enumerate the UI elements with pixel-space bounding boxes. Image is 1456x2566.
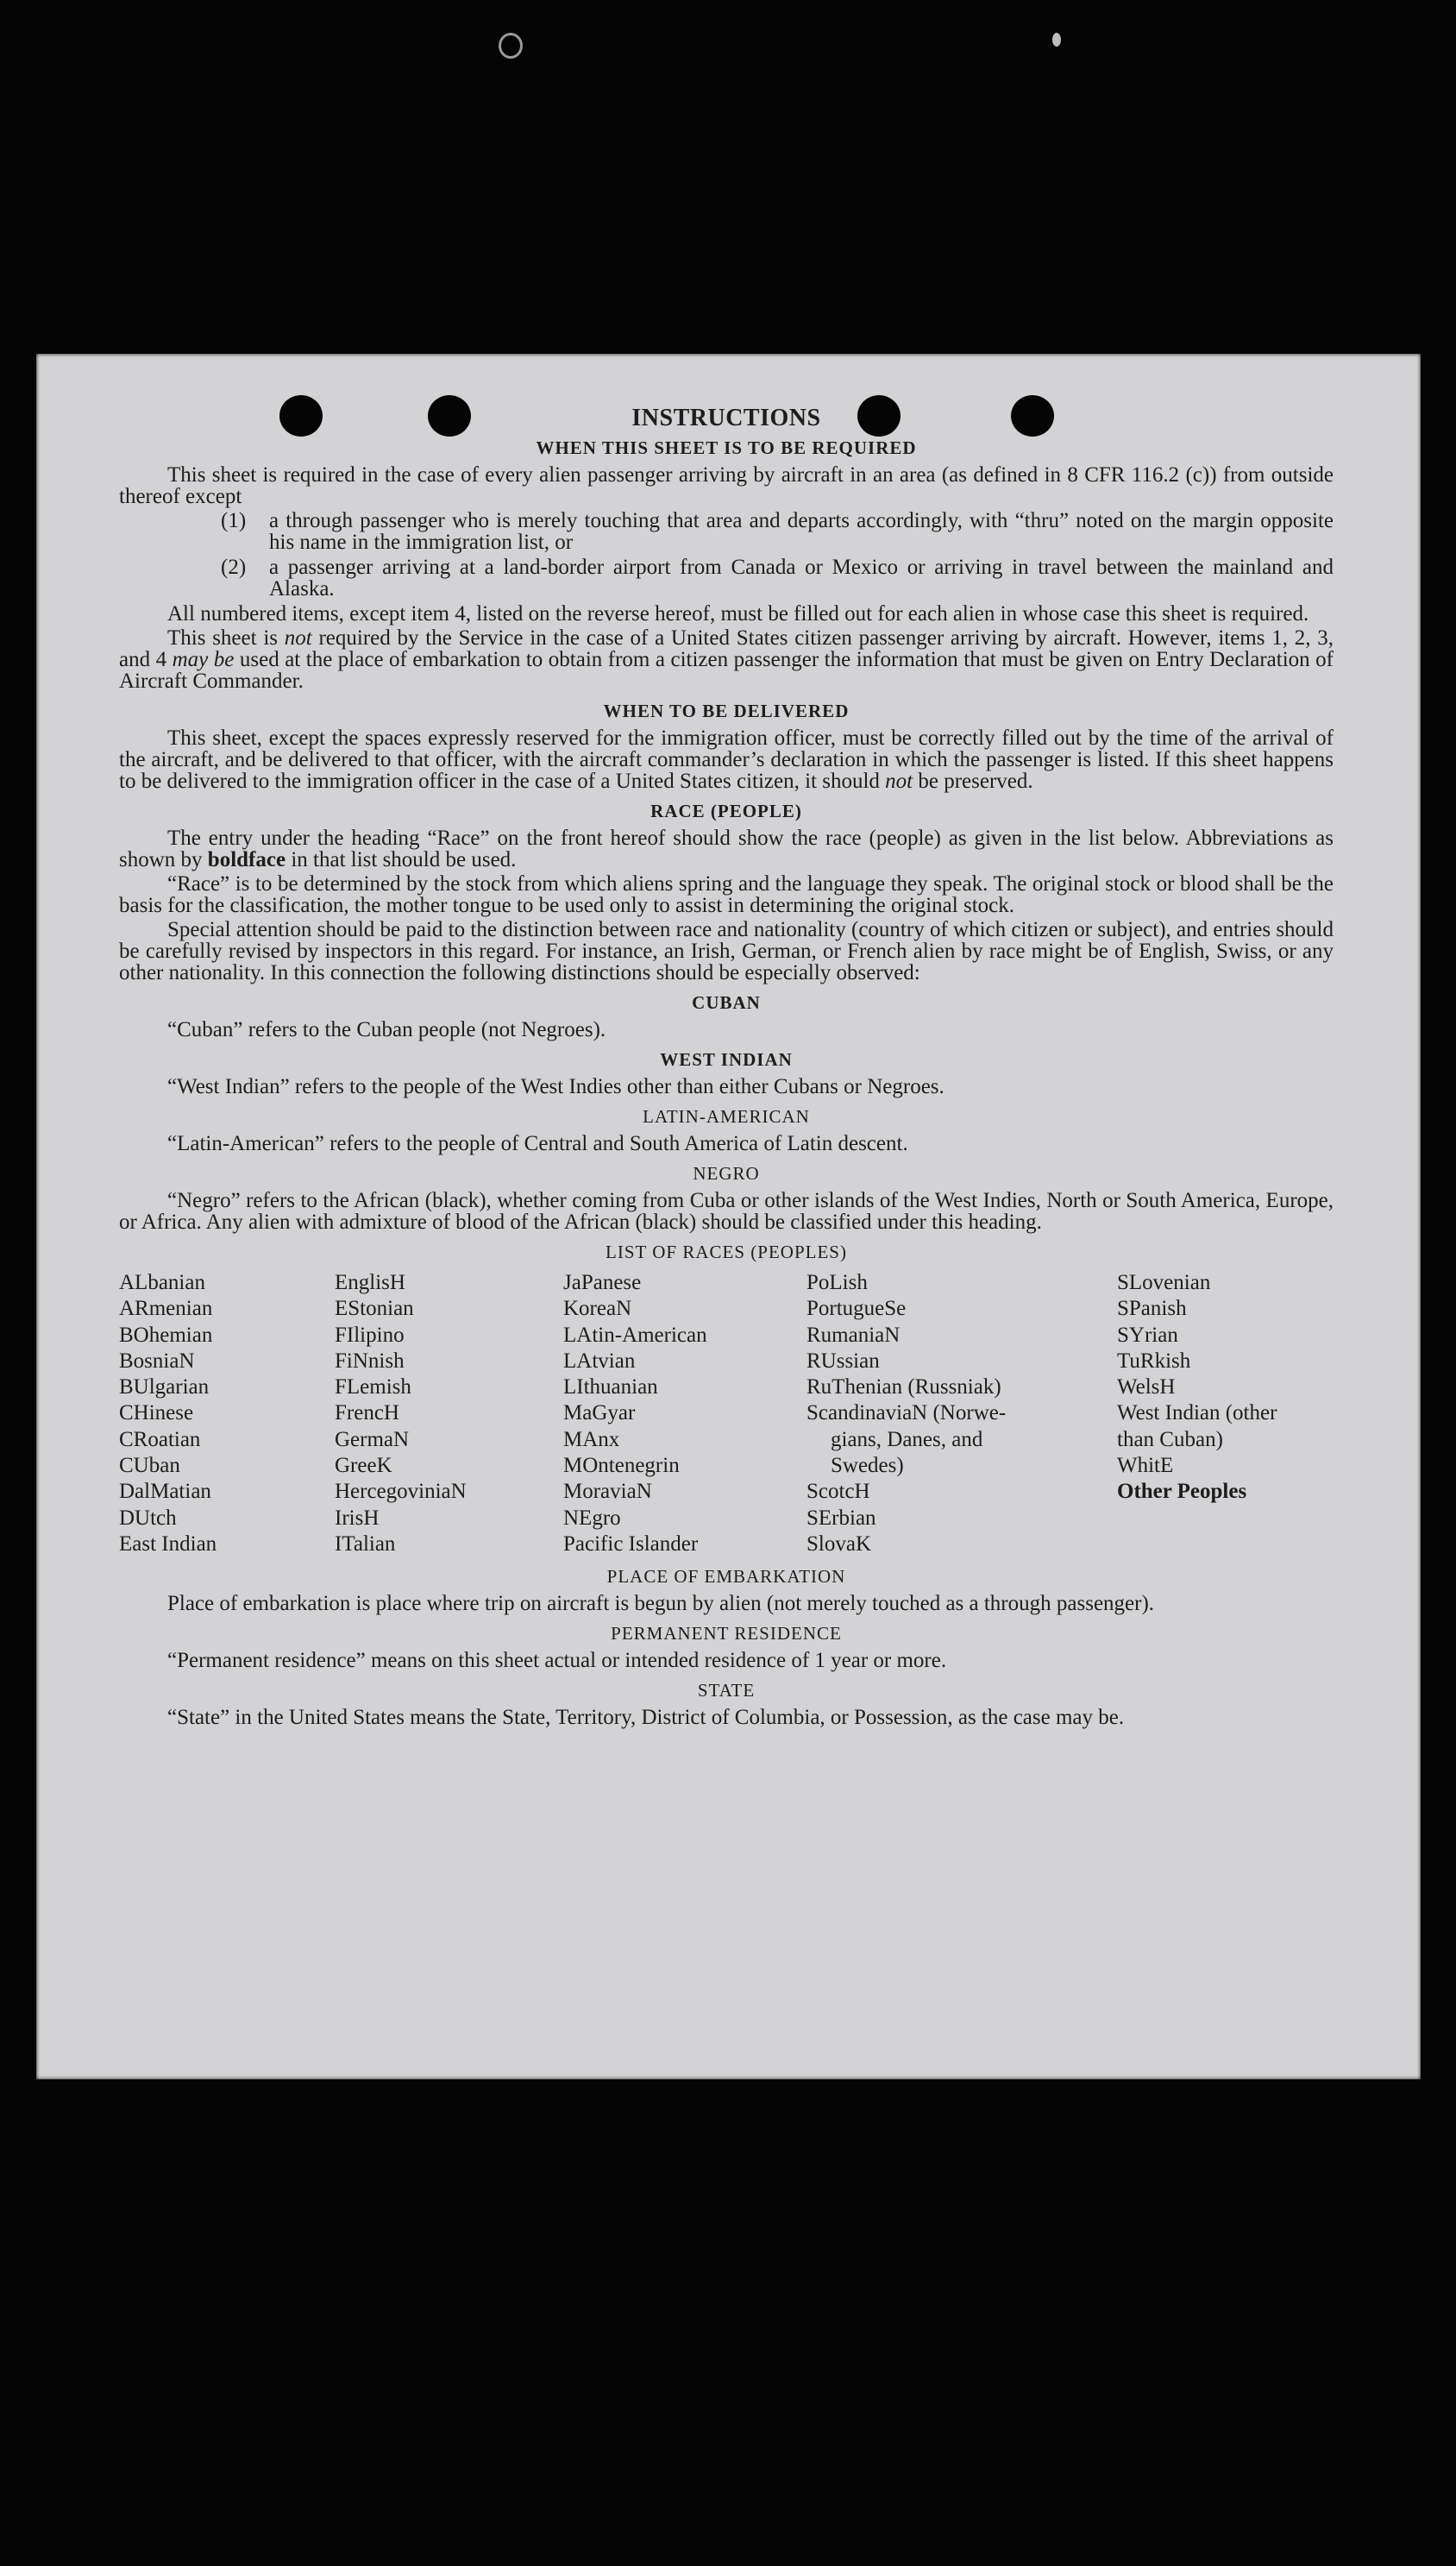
race-entry: MaGyar: [563, 1401, 636, 1425]
bold-text: boldface: [207, 848, 286, 871]
list-item: [221, 510, 1334, 553]
heading-latin-american: LATIN-AMERICAN: [643, 1106, 810, 1127]
paragraph: Place of embarkation is place where trip on aircraft is begun by alien (not merely touched as a through passenger).: [167, 1592, 1155, 1616]
race-column: [335, 1270, 563, 1557]
race-entry: EStonian: [335, 1297, 414, 1321]
heading-embarkation: PLACE OF EMBARKATION: [606, 1566, 846, 1588]
race-entry: PoLish: [806, 1271, 868, 1294]
paragraph: [119, 627, 1334, 692]
race-entry: LAtvian: [563, 1349, 636, 1373]
race-entry: RumaniaN: [806, 1323, 901, 1347]
race-entry: CUban: [119, 1454, 180, 1478]
heading-state: STATE: [697, 1680, 756, 1701]
scan-speck: [1052, 33, 1061, 47]
paragraph: Special attention should be paid to the distinction between race and nationality (country of which citizen or subject), and entries should be carefully revised by inspectors in this regard. For instance, an Irish, German, or French alien by race might be of English, Swiss, or any other nationality. In this connection the following distinctions should be especially observed:: [119, 918, 1334, 984]
paragraph: [119, 827, 1334, 871]
item-number: (2): [221, 556, 247, 579]
race-entry: KoreaN: [563, 1297, 632, 1321]
race-entry: SYrian: [1117, 1323, 1178, 1347]
race-entry: GermaN: [335, 1427, 410, 1451]
heading-negro: NEGRO: [693, 1163, 760, 1184]
race-entry: ITalian: [335, 1531, 396, 1556]
race-entry: MoraviaN: [563, 1480, 652, 1504]
race-entry: RuThenian (Russniak): [806, 1375, 1001, 1399]
paragraph: All numbered items, except item 4, listed on the reverse hereof, must be filled out for each alien in whose case this sheet is required.: [167, 602, 1309, 626]
emphasis: not: [284, 626, 312, 650]
text-run: be preserved.: [913, 770, 1033, 793]
race-entry: SlovaK: [806, 1531, 871, 1556]
race-entry: IrisH: [335, 1506, 380, 1530]
race-entry: JaPanese: [563, 1271, 642, 1294]
paragraph: [119, 727, 1334, 792]
race-entry: WelsH: [1117, 1375, 1176, 1399]
race-entry: Swedes): [831, 1454, 904, 1478]
heading-west-indian: WEST INDIAN: [660, 1049, 793, 1070]
race-entry: MOntenegrin: [563, 1454, 680, 1478]
race-entry: CHinese: [119, 1401, 194, 1425]
race-entry: Other Peoples: [1117, 1480, 1247, 1504]
list-item: [221, 557, 1334, 600]
race-entry: CRoatian: [119, 1427, 201, 1451]
race-entry: DalMatian: [119, 1480, 211, 1504]
instruction-sheet: [36, 354, 1421, 2079]
paragraph: “Latin-American” refers to the people of Central and South America of Latin descent.: [167, 1132, 908, 1155]
paragraph: This sheet is required in the case of every alien passenger arriving by aircraft in an area (as defined in 8 CFR 116.2 (c)) from outside thereof except: [119, 463, 1334, 508]
item-text: a through passenger who is merely touching that area and departs accordingly, with “thru” noted on the margin opposite his name in the immigration list, or: [269, 509, 1334, 554]
paragraph: “Permanent residence” means on this sheet actual or intended residence of 1 year or more.: [167, 1649, 947, 1673]
race-entry: East Indian: [119, 1531, 217, 1556]
race-entry: ScandinaviaN (Norwe-: [806, 1401, 1007, 1425]
document-title: INSTRUCTIONS: [631, 405, 821, 431]
race-entry: LIthuanian: [563, 1375, 658, 1399]
heading-race: RACE (PEOPLE): [650, 801, 802, 821]
race-entry: than Cuban): [1117, 1427, 1223, 1451]
race-list: [119, 1270, 1334, 1557]
text-run: This sheet, except the spaces expressly reserved for the immigration officer, must be correctly filled out by the time of the arrival of the aircraft, and be delivered to that officer, with the aircraft commander’s declaration in which the passenger is listed. If this sheet happens to be delivered to the immigration officer in the case of a United States citizen, it should: [119, 726, 1334, 793]
race-entry: DUtch: [119, 1506, 177, 1530]
text-run: required by the Service in the case of a United States citizen passenger arriving by aircraft. However, items 1, 2, 3, and 4: [119, 626, 1334, 671]
paragraph: “West Indian” refers to the people of the West Indies other than either Cubans or Negroes.: [167, 1075, 945, 1098]
race-entry: MAnx: [563, 1427, 620, 1451]
race-entry: NEgro: [563, 1506, 621, 1530]
race-entry: BosniaN: [119, 1349, 195, 1373]
race-entry: LAtin-American: [563, 1323, 707, 1347]
paragraph: “Cuban” refers to the Cuban people (not Negroes).: [167, 1018, 606, 1041]
heading-when-delivered: WHEN TO BE DELIVERED: [603, 701, 850, 721]
race-column: [1117, 1270, 1333, 1557]
race-entry: TuRkish: [1117, 1349, 1191, 1373]
text-run: used at the place of embarkation to obtain from a citizen passenger the information that must be given on Entry Declaration of Aircraft Commander.: [119, 648, 1334, 693]
race-entry: ARmenian: [119, 1297, 213, 1321]
text-run: The entry under the heading “Race” on the front hereof should show the race (people) as given in the list below. Abbreviations as shown by: [119, 827, 1334, 871]
race-entry: Pacific Islander: [563, 1531, 699, 1556]
race-entry: FLemish: [335, 1375, 411, 1399]
race-entry: gians, Danes, and: [831, 1427, 983, 1451]
emphasis: not: [885, 770, 913, 793]
race-entry: BUlgarian: [119, 1375, 210, 1399]
race-entry: RUssian: [806, 1349, 880, 1373]
race-column: [563, 1270, 806, 1557]
race-entry: PortugueSe: [806, 1297, 907, 1321]
race-entry: SLovenian: [1117, 1271, 1211, 1294]
document-body: [119, 407, 1334, 1731]
race-column: [119, 1270, 335, 1557]
paragraph: “Race” is to be determined by the stock from which aliens spring and the language they speak. The original stock or blood shall be the basis for the classification, the mother tongue to be used only to assist in determining the original stock.: [119, 872, 1334, 917]
item-number: (1): [221, 509, 247, 532]
paragraph: “State” in the United States means the State, Territory, District of Columbia, or Possession, as the case may be.: [167, 1706, 1125, 1730]
text-run: in that list should be used.: [286, 848, 517, 871]
race-column: [806, 1270, 1117, 1557]
paragraph: “Negro” refers to the African (black), whether coming from Cuba or other islands of the West Indies, North or South America, Europe, or Africa. Any alien with admixture of blood of the African (black) should be classified under this heading.: [119, 1189, 1334, 1234]
race-entry: FrencH: [335, 1401, 399, 1425]
race-entry: EnglisH: [335, 1271, 405, 1294]
race-entry: FiNnish: [335, 1349, 405, 1373]
heading-residence: PERMANENT RESIDENCE: [611, 1623, 842, 1645]
heading-cuban: CUBAN: [692, 992, 761, 1013]
race-entry: SPanish: [1117, 1297, 1187, 1321]
race-entry: SErbian: [806, 1506, 876, 1530]
heading-when-required: WHEN THIS SHEET IS TO BE REQUIRED: [536, 437, 917, 458]
race-entry: HercegoviniaN: [335, 1480, 467, 1504]
scan-speck: [499, 33, 523, 59]
heading-list-of-races: LIST OF RACES (PEOPLES): [606, 1242, 847, 1262]
item-text: a passenger arriving at a land-border airport from Canada or Mexico or arriving in travel between the mainland and Alaska.: [269, 556, 1334, 601]
race-entry: BOhemian: [119, 1323, 213, 1347]
race-entry: GreeK: [335, 1454, 392, 1478]
emphasis: may be: [172, 648, 235, 671]
race-entry: West Indian (other: [1117, 1401, 1277, 1425]
race-entry: FIlipino: [335, 1323, 405, 1347]
race-entry: ScotcH: [806, 1480, 870, 1504]
race-entry: ALbanian: [119, 1271, 205, 1294]
race-entry: WhitE: [1117, 1454, 1174, 1478]
text-run: This sheet is: [167, 626, 285, 650]
